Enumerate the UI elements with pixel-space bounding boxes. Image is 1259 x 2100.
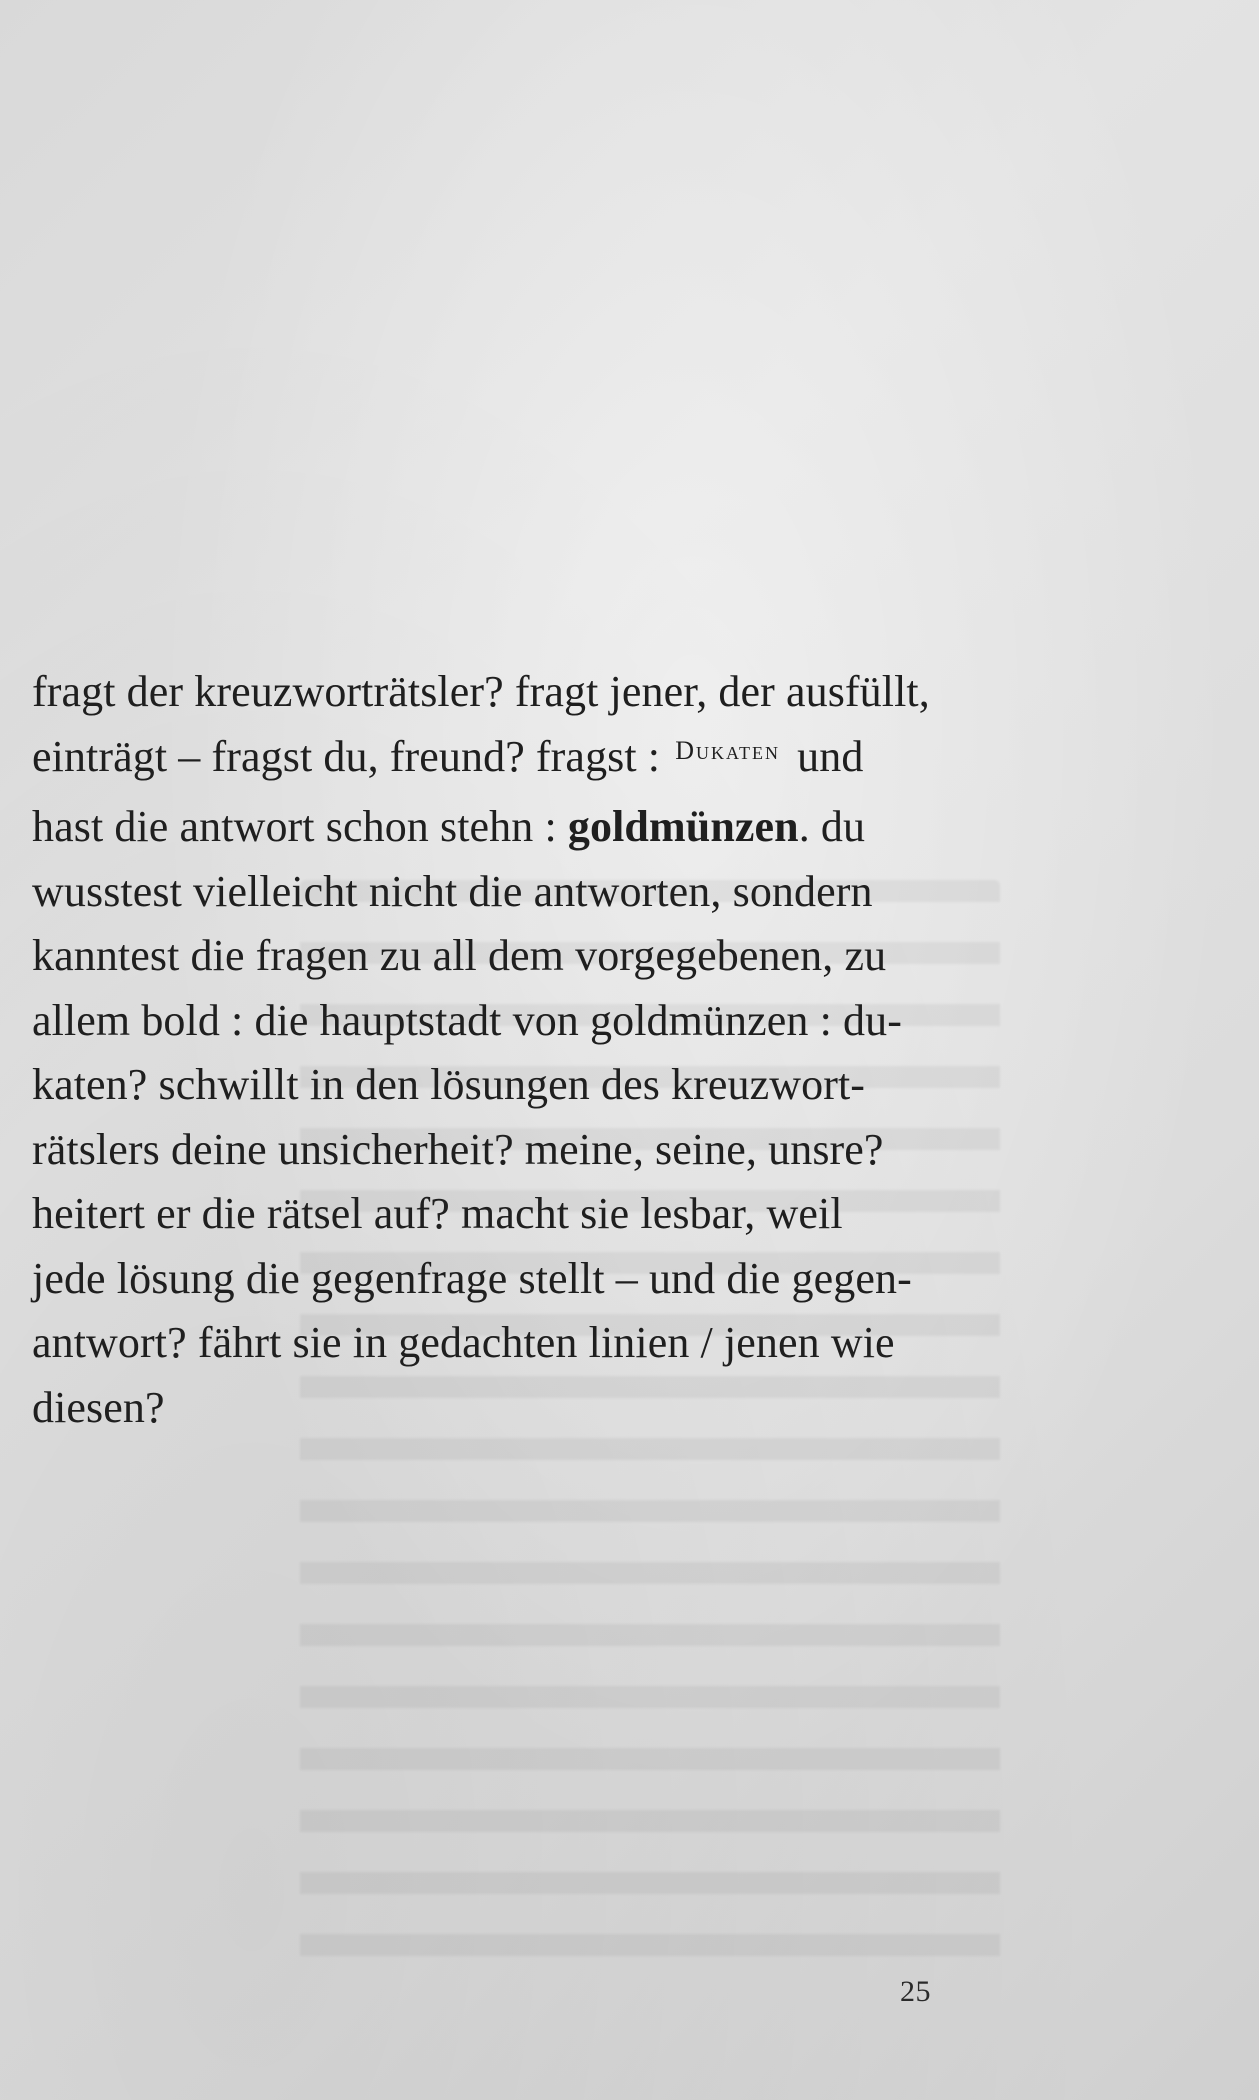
text-line-3-pre: hast die antwort schon stehn : [32,802,568,851]
text-line-9: heitert er die rätsel auf? macht sie lesbar, weil [32,1189,843,1238]
page-number: 25 [900,1975,931,2008]
text-line-6: allem bold : die hauptstadt von goldmünzen : du- [32,995,902,1045]
text-line-4: wusstest vielleicht nicht die antworten, sondern [32,866,873,916]
text-line-11: antwort? fährt sie in gedachten linien / jenen wie [32,1318,895,1367]
text-line-2-pre: einträgt – fragst du, freund? fragst : [32,731,672,781]
text-line-2 [32,725,1012,796]
smallcaps-word-dukaten: Dukaten [675,735,781,765]
text-line-3-post: . du [798,802,866,851]
poem-text-block [32,660,1012,1440]
text-line-2-post: und [786,731,864,781]
text-line-8: rätslers deine unsicherheit? meine, seine, unsre? [32,1124,884,1174]
text-line-5: kanntest die fragen zu all dem vorgegebenen, zu [32,931,887,980]
text-line-12: diesen? [32,1382,165,1432]
text-line-10: jede lösung die gegenfrage stellt – und die gegen- [32,1253,912,1303]
text-line-3 [32,795,1012,860]
bold-word-goldmuenzen: goldmünzen [567,802,799,851]
text-line-7: katen? schwillt in den lösungen des kreuzwort- [32,1060,866,1109]
text-line-1: fragt der kreuzworträtsler? fragt jener, der ausfüllt, [32,667,930,716]
